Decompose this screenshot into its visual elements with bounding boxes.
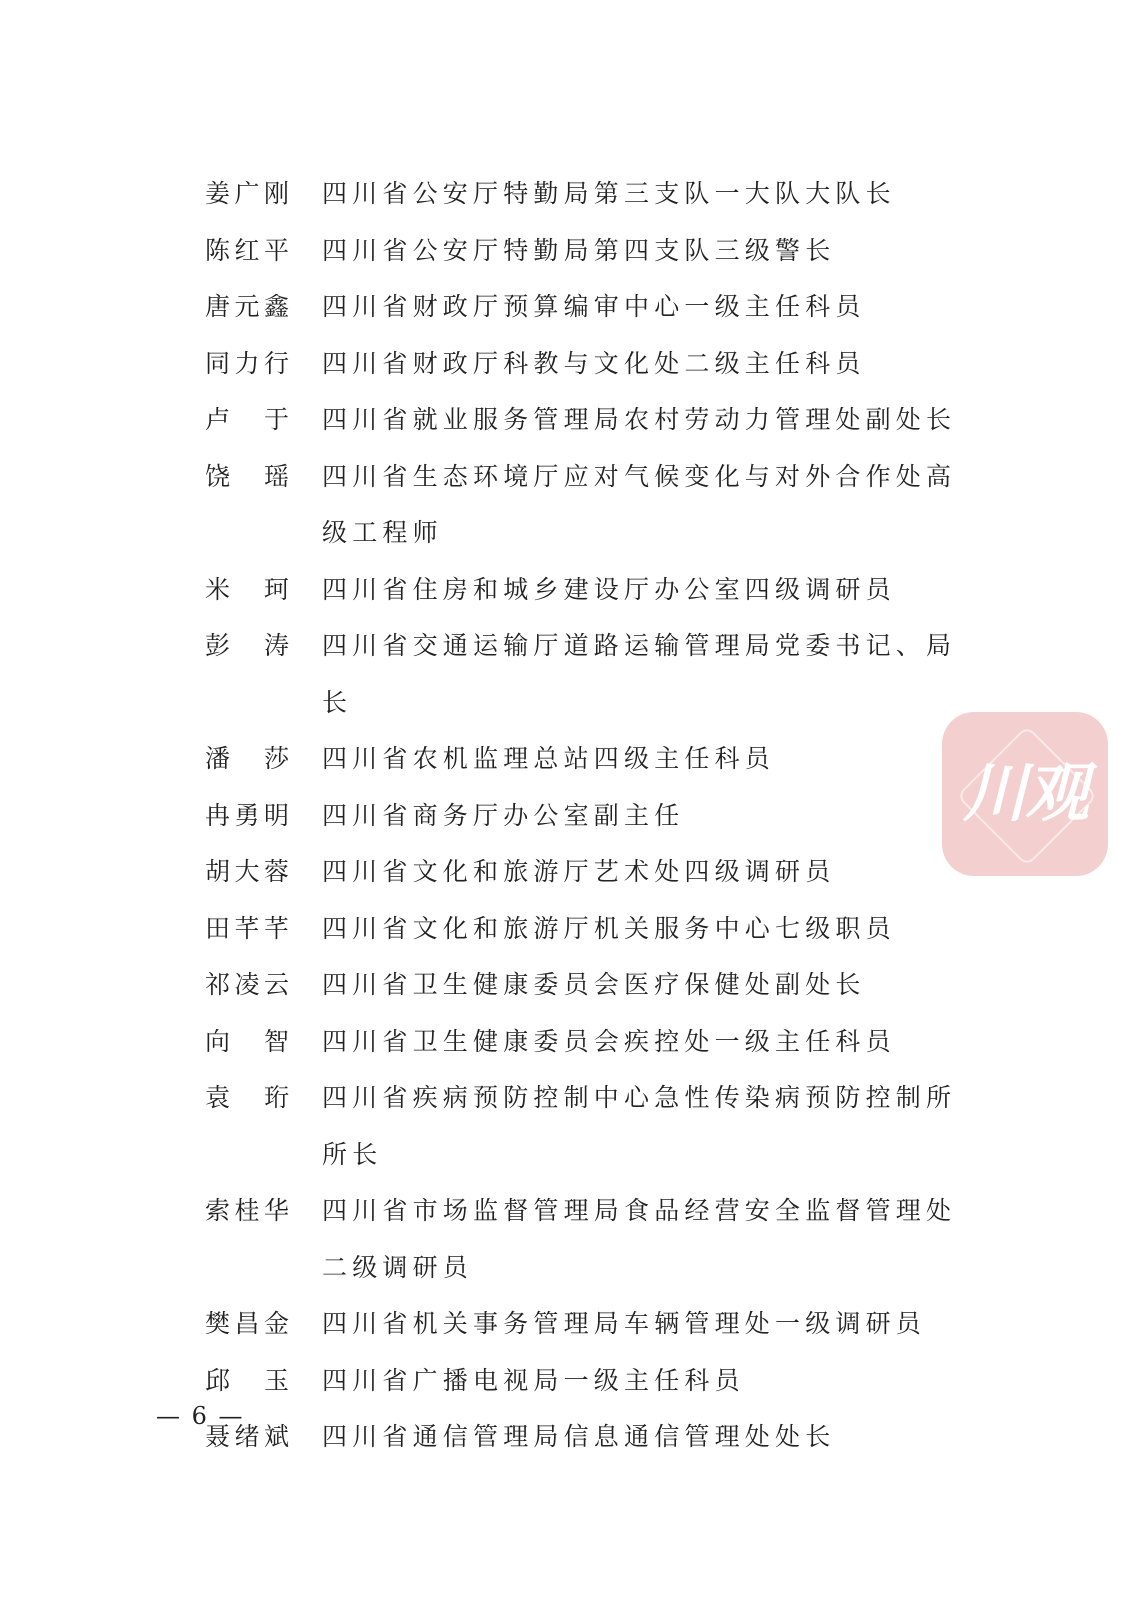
person-title: 四川省公安厅特勤局第三支队一大队大队长 [322, 179, 896, 208]
person-title: 四川省文化和旅游厅机关服务中心七级职员 [322, 913, 896, 943]
person-name: 冉 勇 明 [205, 800, 289, 830]
person-title: 四川省文化和旅游厅艺术处四级调研员 [322, 857, 836, 886]
person-name: 同 力 行 [205, 348, 289, 378]
person-name: 索 桂 华 [205, 1196, 289, 1225]
person-title: 四川省机关事务管理局车辆管理处一级调研员 [322, 1309, 927, 1338]
page-number: — 6 — [156, 1402, 245, 1430]
list-item [205, 279, 975, 336]
person-name: 陈 红 平 [205, 235, 289, 265]
person-title: 四川省卫生健康委员会疾控处一级主任科员 [322, 1026, 896, 1056]
list-item [205, 392, 975, 449]
person-name: 卢 于 [205, 405, 289, 434]
person-title: 四川省卫生健康委员会医疗保健处副处长 [322, 970, 866, 999]
person-name: 向 智 [205, 1026, 289, 1056]
person-title: 四川省就业服务管理局农村劳动力管理处副处长 [322, 405, 957, 434]
watermark-logo [942, 712, 1108, 876]
watermark-text: 川观 [963, 757, 1087, 831]
list-item [205, 336, 975, 393]
list-item [205, 223, 975, 280]
person-name: 姜 广 刚 [205, 179, 289, 208]
person-title: 四川省财政厅科教与文化处二级主任科员 [322, 348, 866, 378]
list-item [205, 731, 975, 788]
list-item [205, 1014, 975, 1071]
person-name: 饶 瑶 [205, 461, 289, 491]
list-item [205, 1070, 975, 1183]
list-item [205, 1353, 975, 1410]
name-list [205, 166, 975, 1466]
list-item [205, 1296, 975, 1353]
person-title: 四川省通信管理局信息通信管理处处长 [322, 1422, 836, 1451]
person-title: 四川省农机监理总站四级主任科员 [322, 744, 776, 773]
person-name: 米 珂 [205, 574, 289, 604]
list-item [205, 1409, 975, 1466]
person-name: 祁 凌 云 [205, 970, 289, 999]
list-item [205, 449, 975, 562]
person-title: 四川省财政厅预算编审中心一级主任科员 [322, 292, 866, 321]
person-title: 四川省生态环境厅应对气候变化与对外合作处高级工程师 [322, 461, 957, 547]
person-title: 四川省住房和城乡建设厅办公室四级调研员 [322, 574, 896, 604]
person-title: 四川省市场监督管理局食品经营安全监督管理处二级调研员 [322, 1196, 957, 1282]
list-item [205, 618, 975, 731]
list-item [205, 166, 975, 223]
list-item [205, 901, 975, 958]
person-title: 四川省商务厅办公室副主任 [322, 800, 685, 830]
list-item [205, 957, 975, 1014]
person-title: 四川省广播电视局一级主任科员 [322, 1365, 745, 1395]
person-name: 聂 绪 斌 [205, 1422, 289, 1451]
person-name: 唐 元 鑫 [205, 292, 289, 321]
person-name: 袁 珩 [205, 1083, 289, 1112]
person-name: 胡 大 蓉 [205, 857, 289, 886]
person-name: 邱 玉 [205, 1365, 289, 1395]
list-item [205, 844, 975, 901]
person-name: 潘 莎 [205, 744, 289, 773]
person-title: 四川省交通运输厅道路运输管理局党委书记、局长 [322, 631, 957, 717]
person-title: 四川省公安厅特勤局第四支队三级警长 [322, 235, 836, 265]
list-item [205, 788, 975, 845]
person-name: 彭 涛 [205, 631, 289, 660]
person-name: 田 芊 芊 [205, 913, 289, 943]
person-title: 四川省疾病预防控制中心急性传染病预防控制所所长 [322, 1083, 957, 1169]
person-name: 樊 昌 金 [205, 1309, 289, 1338]
list-item [205, 562, 975, 619]
list-item [205, 1183, 975, 1296]
